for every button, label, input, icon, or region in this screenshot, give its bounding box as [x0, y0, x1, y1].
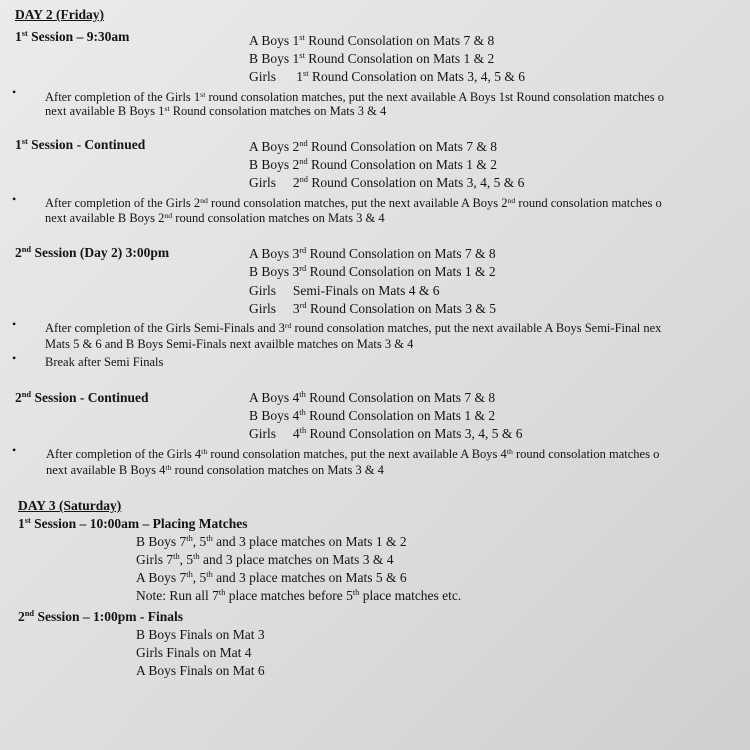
day3-heading: DAY 3 (Saturday) — [18, 498, 122, 513]
d3-b-boys-finals: B Boys Finals on Mat 3 — [136, 627, 265, 642]
day3-session2-title: 2nd Session – 1:00pm - Finals — [18, 609, 183, 624]
bullet-icon: • — [12, 317, 17, 331]
session2-continued-title: 2nd Session - Continued — [15, 390, 149, 405]
s2-note-break: Break after Semi Finals — [45, 355, 164, 369]
s1c-note-line1: After completion of the Girls 2nd round consolation matches, put the next available A Boys 2nd round consolation matches o — [45, 195, 662, 210]
s2-line-b-boys: B Boys 3rd Round Consolation on Mats 1 & 2 — [249, 264, 496, 279]
d3-girls-placing: Girls 7th, 5th and 3 place matches on Mats 3 & 4 — [136, 552, 394, 567]
s2c-line-girls: Girls 4th Round Consolation on Mats 3, 4, 5 & 6 — [249, 426, 523, 441]
s2-note-line2: Mats 5 & 6 and B Boys Semi-Finals next availble matches on Mats 3 & 4 — [45, 337, 414, 351]
s1-line-a-boys: A Boys 1st Round Consolation on Mats 7 & 8 — [249, 33, 495, 48]
bullet-icon: • — [12, 192, 17, 206]
session2-title: 2nd Session (Day 2) 3:00pm — [15, 245, 170, 260]
s2-line-girls-consolation: Girls 3rd Round Consolation on Mats 3 & 5 — [249, 301, 496, 316]
d3-girls-finals: Girls Finals on Mat 4 — [136, 645, 252, 660]
day2-heading: DAY 2 (Friday) — [15, 7, 104, 22]
s1c-note-line2: next available B Boys 2nd round consolation matches on Mats 3 & 4 — [45, 210, 385, 225]
s2c-line-a-boys: A Boys 4th Round Consolation on Mats 7 & 8 — [249, 390, 496, 405]
s2-note-line1: After completion of the Girls Semi-Finals and 3rd round consolation matches, put the next available A Boys Semi-Final nex — [45, 320, 662, 335]
s1c-line-b-boys: B Boys 2nd Round Consolation on Mats 1 & 2 — [249, 157, 498, 172]
s1-line-b-boys: B Boys 1st Round Consolation on Mats 1 & 2 — [249, 51, 495, 66]
s2c-note-line2: next available B Boys 4th round consolation matches on Mats 3 & 4 — [46, 462, 384, 477]
s1-note-line1: After completion of the Girls 1st round consolation matches, put the next available A Boys 1st Round consolation matches o — [45, 89, 664, 104]
bullet-icon: • — [12, 443, 17, 457]
s2-line-girls-semis: Girls Semi-Finals on Mats 4 & 6 — [249, 283, 440, 298]
bullet-icon: • — [12, 351, 17, 365]
d3-b-boys-placing: B Boys 7th, 5th and 3 place matches on Mats 1 & 2 — [136, 534, 407, 549]
day3-session1-title: 1st Session – 10:00am – Placing Matches — [18, 516, 248, 531]
d3-a-boys-placing: A Boys 7th, 5th and 3 place matches on Mats 5 & 6 — [136, 570, 407, 585]
s1-note-line2: next available B Boys 1st Round consolation matches on Mats 3 & 4 — [45, 103, 387, 118]
session1-continued-title: 1st Session - Continued — [15, 137, 146, 152]
d3-placing-note: Note: Run all 7th place matches before 5th place matches etc. — [136, 588, 462, 603]
s1c-line-girls: Girls 2nd Round Consolation on Mats 3, 4, 5 & 6 — [249, 175, 525, 190]
s1c-line-a-boys: A Boys 2nd Round Consolation on Mats 7 & 8 — [249, 139, 498, 154]
s2-line-a-boys: A Boys 3rd Round Consolation on Mats 7 & 8 — [249, 246, 496, 261]
s2c-note-line1: After completion of the Girls 4th round consolation matches, put the next available A Boys 4th round consolation matches o — [46, 446, 660, 461]
s2c-line-b-boys: B Boys 4th Round Consolation on Mats 1 & 2 — [249, 408, 496, 423]
s1-line-girls: Girls 1st Round Consolation on Mats 3, 4, 5 & 6 — [249, 69, 525, 84]
session1-title: 1st Session – 9:30am — [15, 29, 130, 44]
d3-a-boys-finals: A Boys Finals on Mat 6 — [136, 663, 265, 678]
bullet-icon: • — [12, 85, 17, 99]
